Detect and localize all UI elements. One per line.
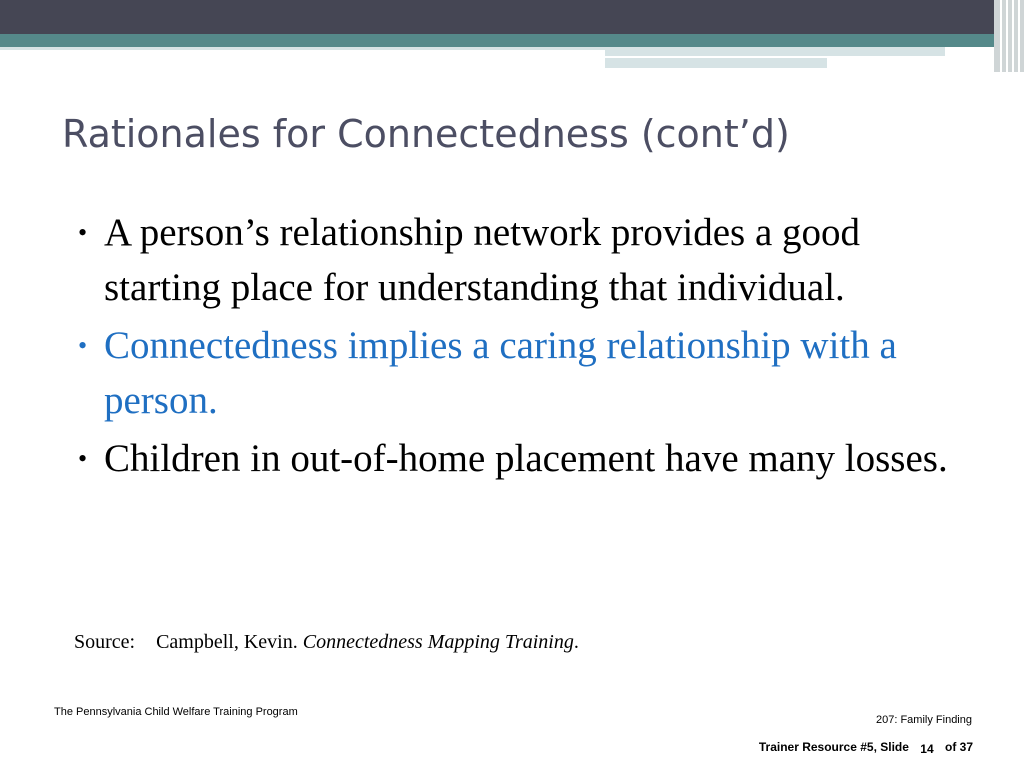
header-bar-dark (0, 0, 1024, 34)
header-stripe (605, 58, 827, 68)
bullet-icon: • (78, 331, 88, 360)
footer-organization: The Pennsylvania Child Welfare Training Program (54, 706, 298, 718)
bullet-icon: • (78, 218, 88, 247)
source-end: . (573, 631, 579, 653)
bullet-list (78, 205, 978, 489)
bullet-text: Connectedness implies a caring relationship with a person. (104, 324, 897, 422)
footer-course: 207: Family Finding (876, 714, 972, 726)
footer-slide-info (759, 740, 973, 754)
source-citation (74, 631, 579, 654)
bullet-text: Children in out-of-home placement have many losses. (104, 437, 948, 480)
bullet-item (78, 431, 978, 486)
header-bar-teal (0, 34, 1024, 47)
slide-title: Rationales for Connectedness (cont’d) (62, 112, 790, 156)
bullet-item (78, 318, 978, 428)
source-author: Campbell, Kevin. (156, 631, 298, 653)
slide-number: 14 (920, 742, 934, 756)
bullet-item (78, 205, 978, 315)
header-stripe (605, 47, 945, 56)
footer-resource: Trainer Resource #5, Slide (758, 740, 909, 754)
slide-total: of 37 (944, 740, 973, 754)
corner-decoration (994, 0, 1024, 72)
bullet-text: A person’s relationship network provides a good starting place for understanding that individual. (104, 211, 861, 309)
bullet-icon: • (78, 444, 88, 473)
source-label: Source: (74, 631, 136, 653)
source-work-title: Connectedness Mapping Training (302, 631, 574, 653)
header-stripe (0, 47, 605, 50)
